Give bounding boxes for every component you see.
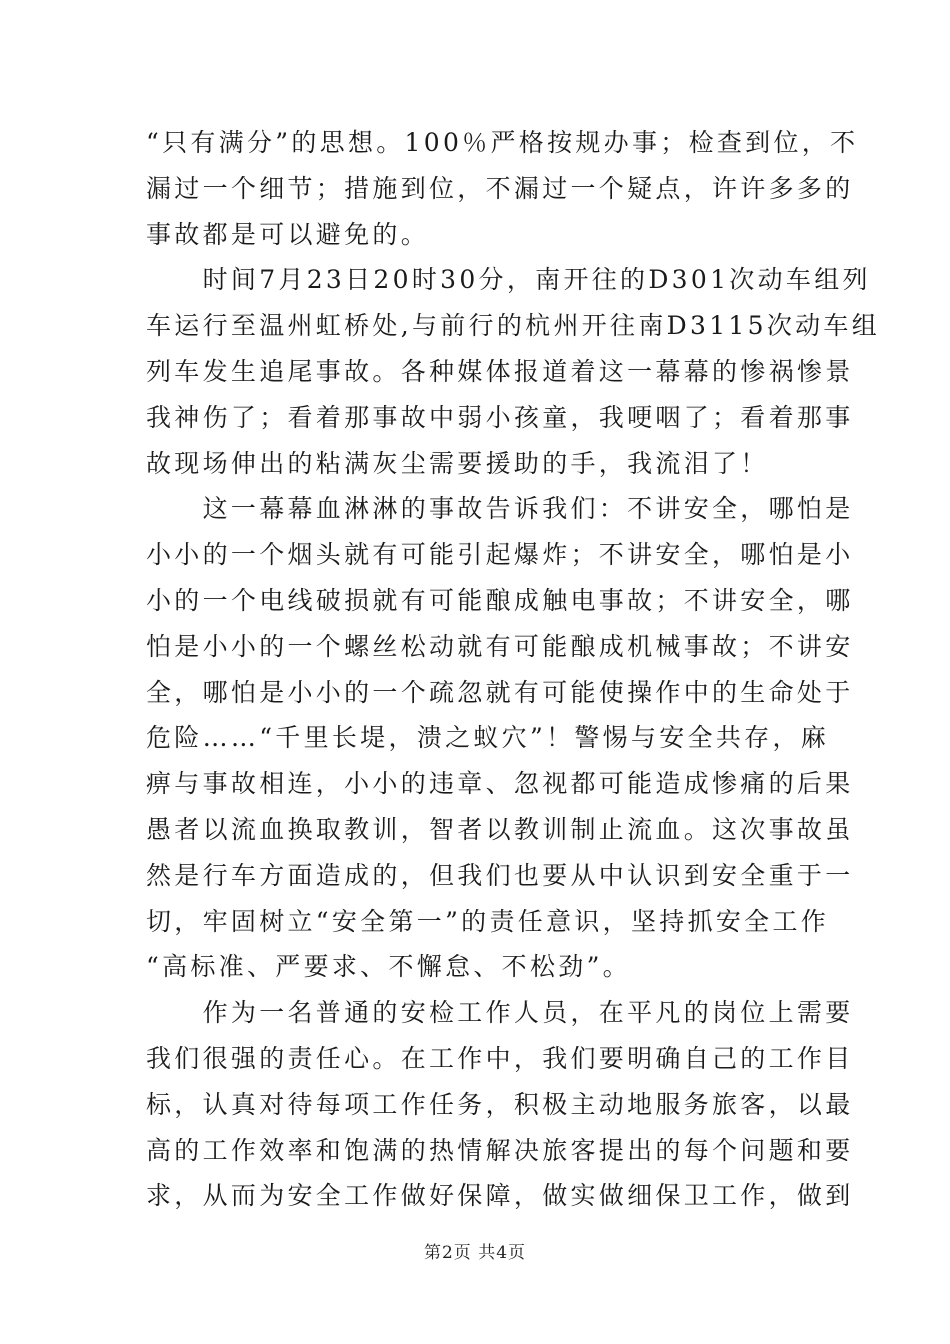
text-line: 事故都是可以避免的。 — [146, 219, 430, 249]
text-line: “只有满分”的思想。100％严格按规办事；检查到位，不 — [146, 128, 859, 157]
page-footer — [0, 1238, 950, 1263]
text-line: 求，从而为安全工作做好保障，做实做细保卫工作，做到 — [146, 1181, 854, 1211]
text-line: 危险……“千里长堤，溃之蚁穴”！警惕与安全共存，麻 — [146, 723, 830, 753]
text-line: 车运行至温州虹桥处,与前行的杭州开往南D3115次动车组 — [146, 311, 881, 341]
text-line: 作为一名普通的安检工作人员，在平凡的岗位上需要 — [146, 998, 854, 1028]
text-line: 然是行车方面造成的，但我们也要从中认识到安全重于一 — [146, 860, 854, 890]
text-line: 愚者以流血换取教训，智者以教训制止流血。这次事故虽 — [146, 814, 854, 844]
text-line: 我神伤了；看着那事故中弱小孩童，我哽咽了；看着那事 — [146, 402, 854, 432]
text-line: 标，认真对待每项工作任务，积极主动地服务旅客，以最 — [146, 1089, 854, 1119]
text-line: 这一幕幕血淋淋的事故告诉我们：不讲安全，哪怕是 — [146, 494, 854, 524]
text-line: 全，哪怕是小小的一个疏忽就有可能使操作中的生命处于 — [146, 677, 854, 707]
text-line: 列车发生追尾事故。各种媒体报道着这一幕幕的惨祸惨景 — [146, 356, 854, 386]
text-line: 痹与事故相连，小小的违章、忽视都可能造成惨痛的后果 — [146, 769, 854, 799]
text-line: 小的一个电线破损就有可能酿成触电事故；不讲安全，哪 — [146, 585, 854, 615]
text-line: 漏过一个细节；措施到位，不漏过一个疑点，许许多多的 — [146, 173, 854, 203]
body-text — [146, 120, 881, 1219]
page-number: 第2页 共4页 — [423, 1243, 527, 1263]
text-line: “高标准、严要求、不懈怠、不松劲”。 — [146, 952, 631, 982]
text-line: 切，牢固树立“安全第一”的责任意识，坚持抓安全工作 — [146, 906, 830, 936]
text-line: 怕是小小的一个螺丝松动就有可能酿成机械事故；不讲安 — [146, 631, 854, 661]
text-line: 我们很强的责任心。在工作中，我们要明确自己的工作目 — [146, 1043, 854, 1073]
text-line: 小小的一个烟头就有可能引起爆炸；不讲安全，哪怕是小 — [146, 540, 854, 570]
text-line: 高的工作效率和饱满的热情解决旅客提出的每个问题和要 — [146, 1135, 854, 1165]
text-line: 故现场伸出的粘满灰尘需要援助的手，我流泪了！ — [146, 448, 769, 478]
text-line: 时间7月23日20时30分，南开往的D301次动车组列 — [146, 265, 871, 295]
